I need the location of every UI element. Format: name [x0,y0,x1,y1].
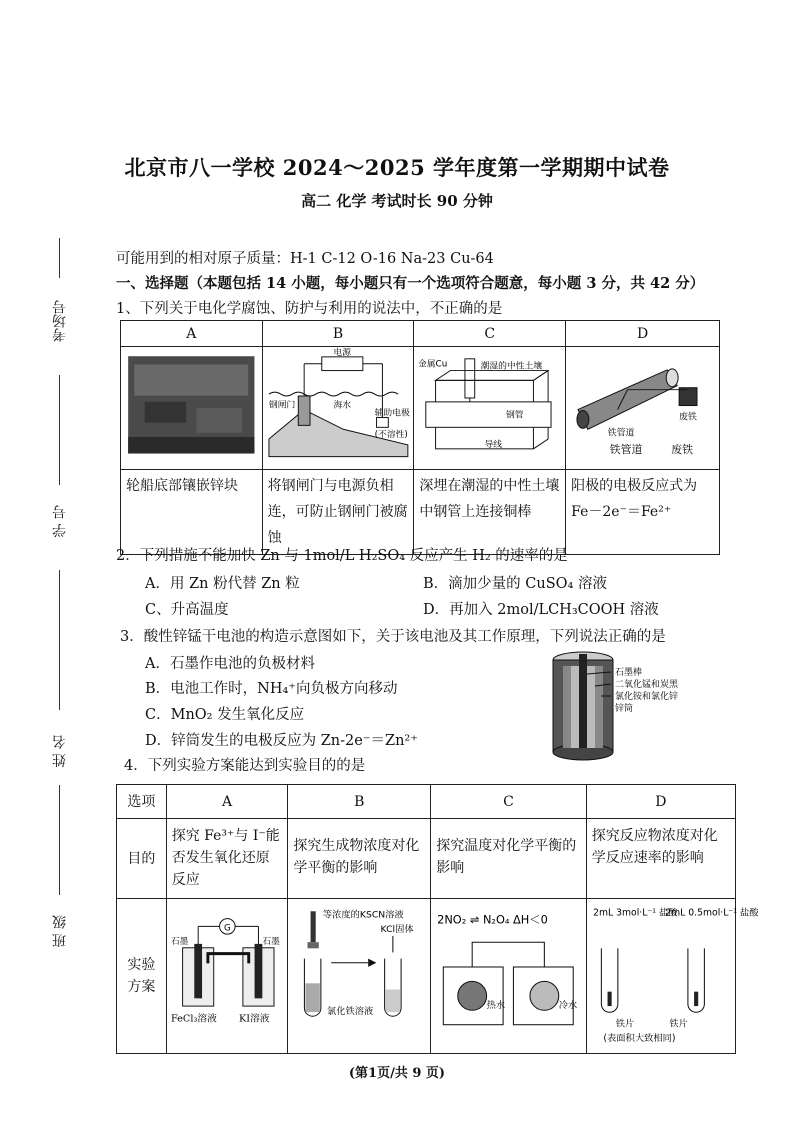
q2-option-b: B．滴加少量的 CuSO₄ 溶液 [423,576,607,592]
c-eq-label: 2NO₂ ⇌ N₂O₄ ΔH＜0 [437,912,549,927]
q4-purpose-c: 探究温度对化学平衡的影响 [431,819,587,899]
q1-image-c [414,347,566,470]
c-pipe-label: 钢管 [506,410,525,421]
q1-image-d [566,347,720,470]
q3-option-a: A．石墨作电池的负极材料 [145,656,315,672]
q1-text-b: 将钢闸门与电源负相连，可防止钢闸门被腐蚀 [262,469,414,554]
c-soil-label: 潮湿的中性土壤 [480,361,543,372]
page-title: 北京市八一学校 2024～2025 学年度第一学期期中试卷 [124,155,670,180]
page-footer: (第1页/共 9 页) [348,1066,446,1081]
q4-header-a: A [166,785,288,819]
a-right-label: 石墨 [262,936,280,947]
atomic-masses: 可能用到的相对原子质量：H-1 C-12 O-16 Na-23 Cu-64 [116,251,494,267]
b-drop-label: 等浓度的KSCN溶液 [323,909,405,921]
q4-scheme-d [586,899,759,1054]
reaction-rate-diagram [589,901,759,1045]
student-no-label: 学 号 [52,505,68,538]
q1-text-c: 深埋在潮湿的中性土壤中钢管上连接铜棒 [414,469,566,554]
q4-purpose-a: 探究 Fe³⁺与 I⁻能否发生氧化还原反应 [166,819,288,899]
galvanic-cell-diagram [169,905,286,1041]
dry-battery-diagram [545,650,725,760]
q1-stem: 1、下列关于电化学腐蚀、防护与利用的说法中，不正确的是 [116,301,503,317]
d-pipe-label: 铁管道 [609,443,643,457]
battery-label-graphite: 石墨棒 [615,668,643,678]
buried-pipe-diagram [416,351,563,459]
exam-room-label: 考场号 [52,300,68,342]
d-fe1-label: 铁片 [615,1018,635,1030]
q4-scheme-c [431,899,587,1054]
side-line-2 [59,375,60,485]
q1-header-b: B [262,321,414,347]
a-left-label: 石墨 [170,936,189,947]
q4-scheme-a [166,899,288,1054]
q4-scheme-label-text: 实验方案 [127,957,156,996]
q1-text-a: 轮船底部镶嵌锌块 [121,469,263,554]
battery-label-nh4cl: 氯化铵和氯化锌 [615,692,679,702]
name-label: 姓 名 [52,735,68,768]
q1-image-a [121,347,263,470]
q1-header-a: A [121,321,263,347]
q4-scheme-label [117,899,167,1054]
b-water-label: 海水 [333,400,351,411]
q3-stem: 3．酸性锌锰干电池的构造示意图如下，关于该电池及其工作原理，下列说法正确的是 [120,629,666,645]
section-heading: 一、选择题（本题包括 14 小题，每小题只有一个选项符合题意，每小题 3 分，共 42 分） [116,275,705,292]
a-sol2-label: KI溶液 [238,1013,270,1025]
q4-purpose-d: 探究反应物浓度对化学反应速率的影响 [586,819,735,899]
q4-header-d: D [586,785,735,819]
temperature-flask-diagram [433,901,584,1045]
a-g-label: G [223,923,231,934]
class-label: 班 级 [52,915,68,948]
q4-table [116,784,759,1054]
q4-purpose-b: 探究生成物浓度对化学平衡的影响 [288,819,431,899]
d-conc2-label: 2mL 0.5mol·L⁻¹ 盐酸 [665,907,759,919]
b-aux-label: 辅助电极 [374,408,410,419]
a-sol1-label: FeCl₃溶液 [170,1013,217,1025]
q4-stem: 4．下列实验方案能达到实验目的的是 [124,758,366,774]
c-hot-label: 热水 [486,1000,506,1012]
d-small-label-1: 铁管道 [607,428,635,439]
b-sol-label: 氯化铁溶液 [327,1006,374,1018]
q1-image-b [262,347,414,470]
q4-scheme-b [288,899,431,1054]
q1-table [120,320,720,555]
q2-option-a: A．用 Zn 粉代替 Zn 粒 [145,576,300,592]
b-power-label: 电源 [333,347,351,358]
b-solid-label: KCl固体 [380,924,415,936]
battery-label-zinc: 锌筒 [615,704,634,714]
q1-text-d: 阳极的电极反应式为 Fe－2e⁻＝Fe²⁺ [566,469,720,554]
d-note-label: (表面积大致相同) [603,1033,676,1045]
q1-header-d: D [566,321,720,347]
side-line-1 [59,238,60,278]
d-fe2-label: 铁片 [669,1018,688,1030]
iron-pipe-diagram [568,350,717,459]
q4-header-option: 选项 [117,785,167,819]
equilibrium-tube-diagram [290,901,428,1045]
c-cold-label: 冷水 [559,1000,578,1012]
q2-option-c: C、升高温度 [145,602,229,618]
c-cu-label: 金属Cu [418,359,448,370]
q3-option-c: C．MnO₂ 发生氧化反应 [145,707,305,723]
side-line-3 [59,570,60,710]
b-gate-label: 钢闸门 [268,400,295,411]
d-conc1-label: 2mL 3mol·L⁻¹ 盐酸 [592,907,678,919]
side-line-4 [59,785,60,895]
q4-purpose-label: 目的 [117,819,167,899]
q1-header-c: C [414,321,566,347]
gate-circuit-diagram [265,347,412,459]
q2-stem: 2．下列措施不能加快 Zn 与 1mol/L H₂SO₄ 反应产生 H₂ 的速率的是 [116,548,568,564]
d-scrap-label: 废铁 [671,443,694,457]
page-subtitle: 高二 化学 考试时长 90 分钟 [301,192,493,210]
q4-header-c: C [431,785,587,819]
q4-header-b: B [288,785,431,819]
d-small-label-2: 废铁 [679,412,698,423]
c-wire-label: 导线 [484,439,503,450]
ship-hull-photo [124,350,259,460]
b-aux2-label: (不溶性) [374,430,408,441]
q3-option-d: D．锌筒发生的电极反应为 Zn-2e⁻＝Zn²⁺ [145,733,418,749]
q3-option-b: B．电池工作时，NH₄⁺向负极方向移动 [145,681,398,697]
q2-option-d: D．再加入 2mol/LCH₃COOH 溶液 [423,602,659,618]
battery-label-mno2: 二氧化锰和炭黑 [615,680,679,690]
